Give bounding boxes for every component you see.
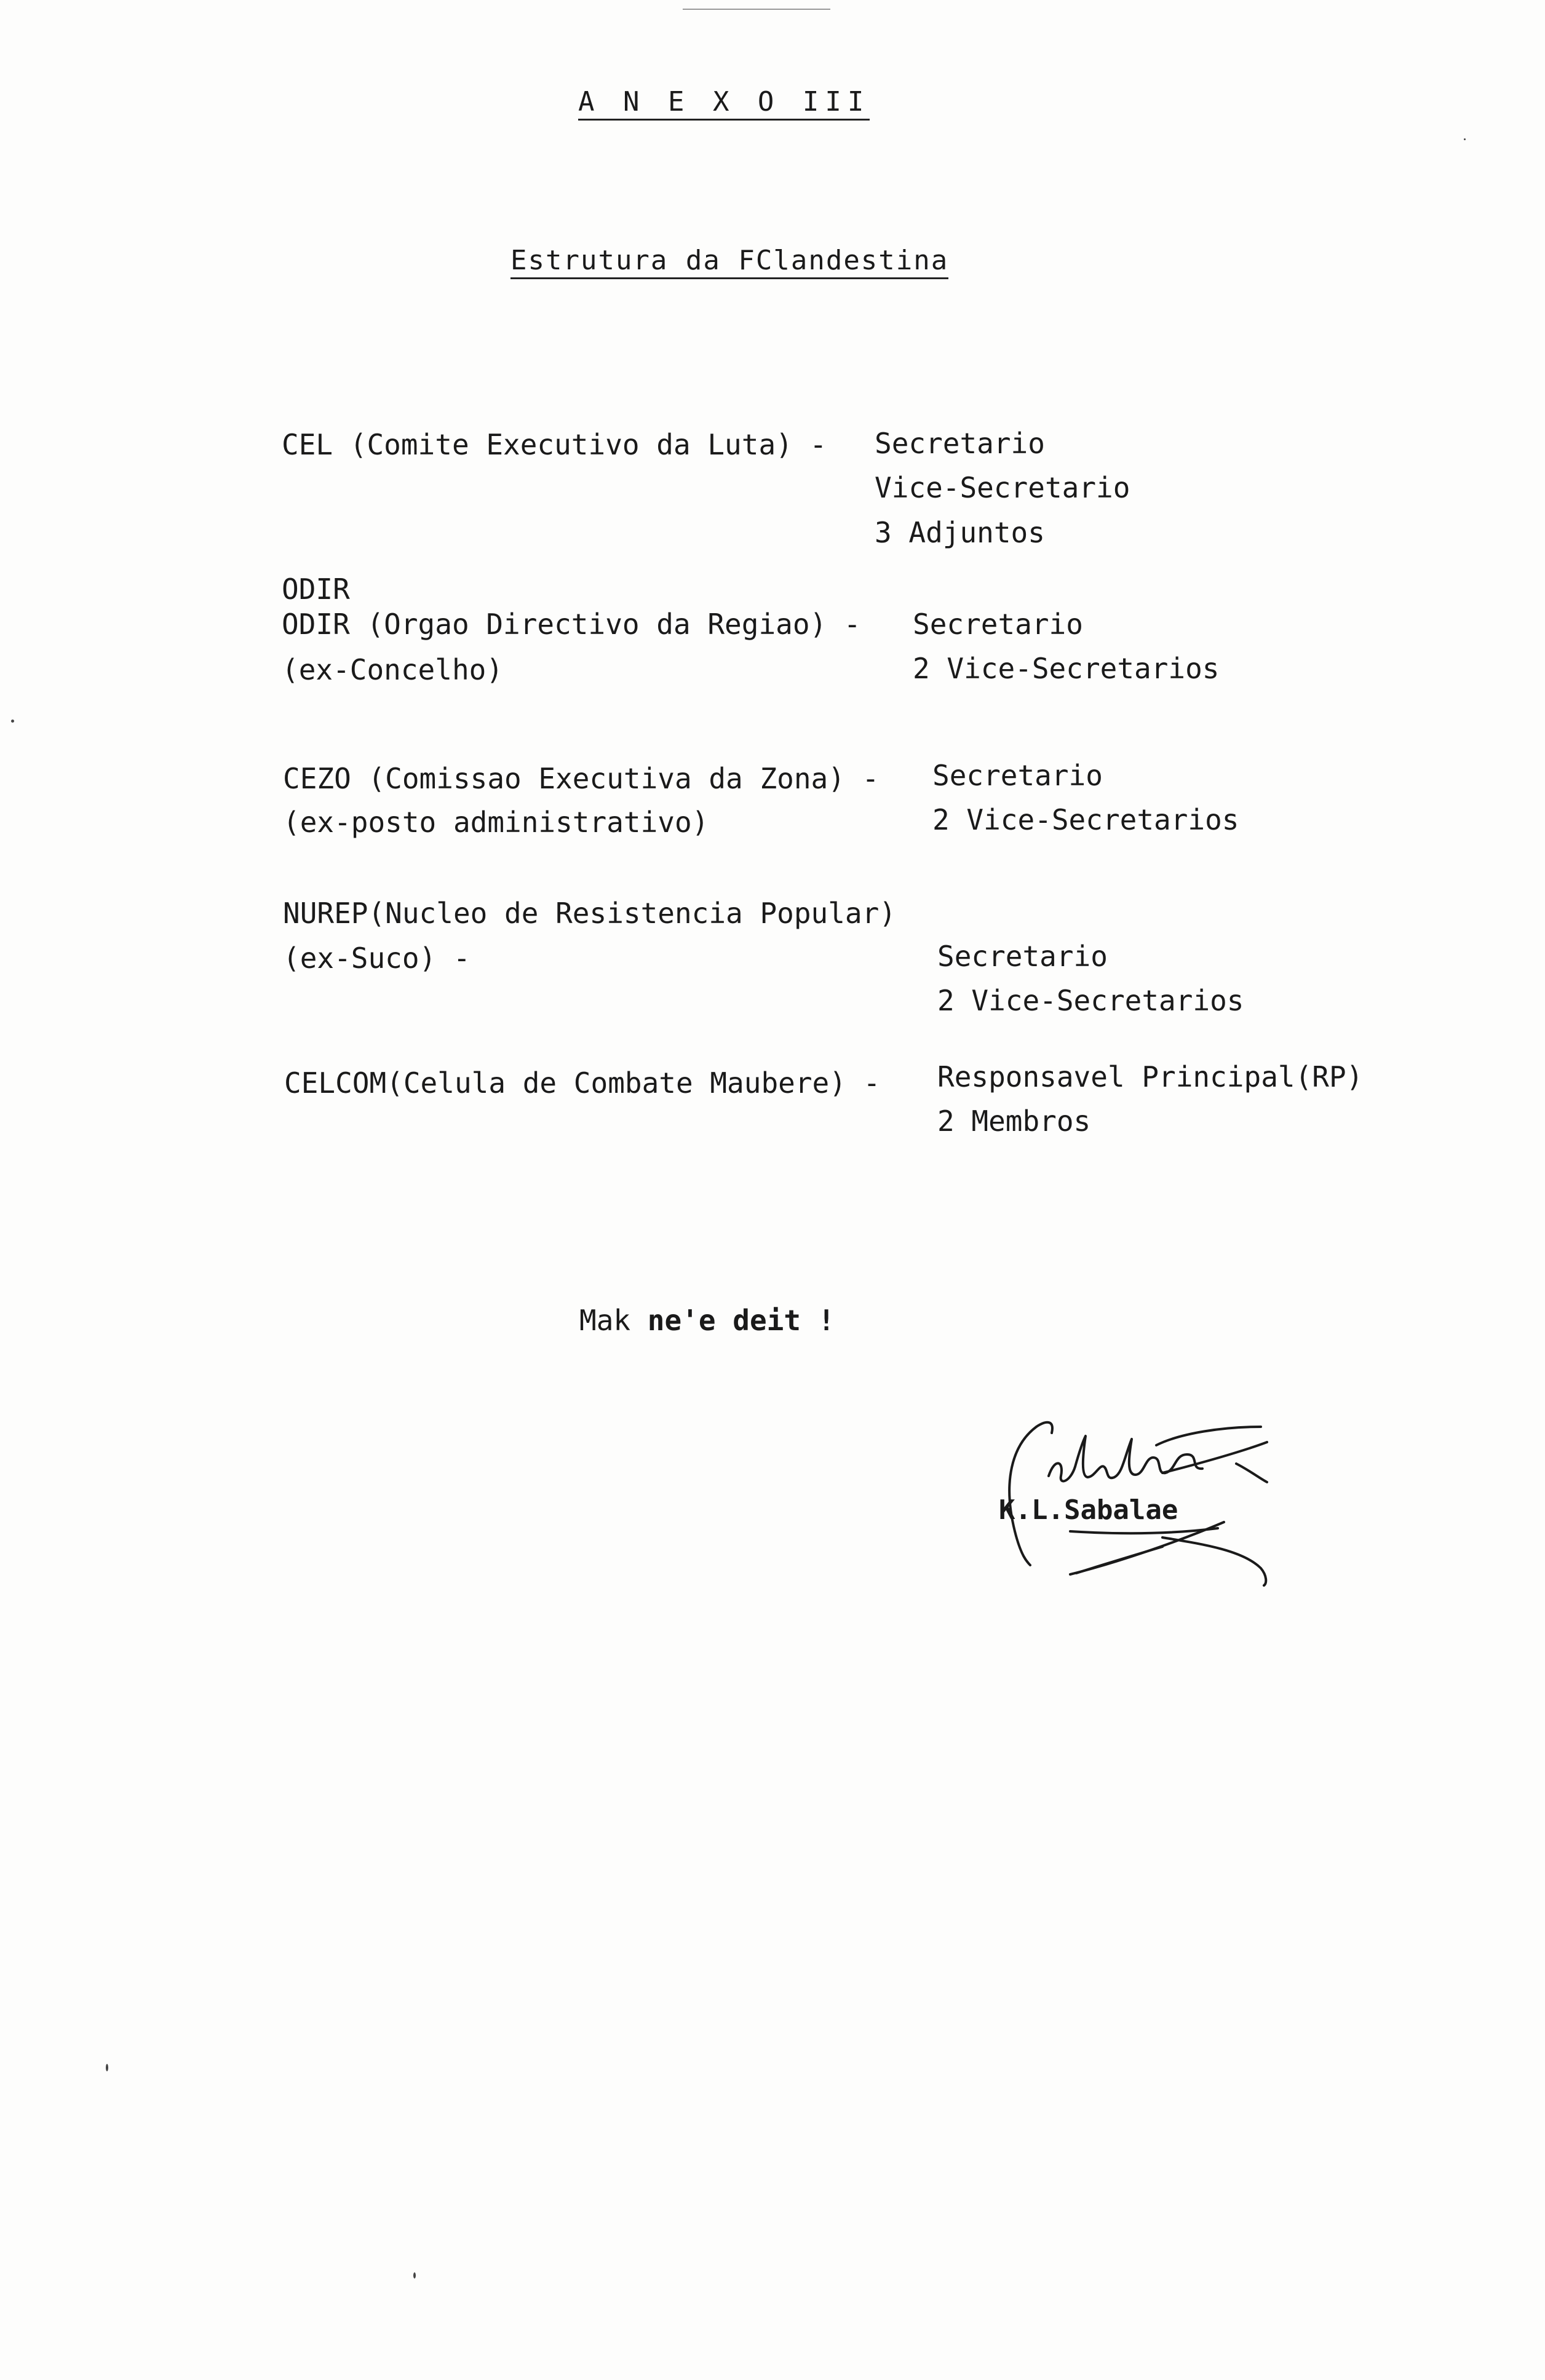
scan-speck <box>11 720 14 723</box>
scan-speck <box>1464 138 1466 140</box>
odir-line-2-right: Secretario <box>913 608 1083 641</box>
annex-heading: A N E X O III <box>578 86 870 121</box>
odir-line-3-left: (ex-Concelho) <box>282 653 504 686</box>
nurep-line-2-left: (ex-Suco) - <box>283 942 471 975</box>
closing-prefix: Mak <box>579 1304 631 1337</box>
nurep-line-2-right: Secretario <box>937 940 1108 973</box>
celcom-line-2-right: 2 Membros <box>937 1105 1091 1138</box>
odir-line-2-left: ODIR (Orgao Directivo da Regiao) - <box>282 608 861 641</box>
cel-line-2-right: Vice-Secretario <box>875 471 1130 504</box>
celcom-line-1-right: Responsavel Principal(RP) <box>937 1060 1364 1093</box>
cezo-line-2-left: (ex-posto administrativo) <box>283 806 709 839</box>
scan-speck <box>413 2272 416 2279</box>
odir-line-1-left: ODIR <box>282 573 350 606</box>
cezo-line-1-right: Secretario <box>932 759 1103 792</box>
signatory-name: K.L.Sabalae <box>999 1494 1178 1526</box>
signature-stroke-10 <box>1076 1547 1162 1573</box>
nurep-line-1-left: NUREP(Nucleo de Resistencia Popular) <box>283 897 896 930</box>
closing-line <box>579 1304 835 1337</box>
nurep-line-3-right: 2 Vice-Secretarios <box>937 984 1244 1017</box>
scan-speck <box>106 2064 108 2071</box>
signature-stroke-6 <box>1236 1464 1267 1482</box>
cel-line-3-right: 3 Adjuntos <box>875 516 1045 549</box>
odir-line-3-right: 2 Vice-Secretarios <box>913 652 1220 685</box>
signature-stroke-3 <box>1049 1436 1202 1481</box>
closing-phrase: ne'e deit ! <box>647 1304 835 1337</box>
signature-stroke-8 <box>1162 1537 1266 1585</box>
document-title: Estrutura da FClandestina <box>510 245 948 279</box>
cel-line-1-right: Secretario <box>875 427 1045 460</box>
scan-artifact-line <box>683 9 830 10</box>
signature-stroke-4 <box>1156 1427 1261 1445</box>
signature-stroke-2 <box>1036 1422 1052 1433</box>
cezo-line-1-left: CEZO (Comissao Executiva da Zona) - <box>283 762 880 795</box>
cel-line-1-left: CEL (Comite Executivo da Luta) - <box>282 428 827 461</box>
celcom-line-1-left: CELCOM(Celula de Combate Maubere) - <box>284 1066 881 1100</box>
cezo-line-2-right: 2 Vice-Secretarios <box>932 803 1239 836</box>
